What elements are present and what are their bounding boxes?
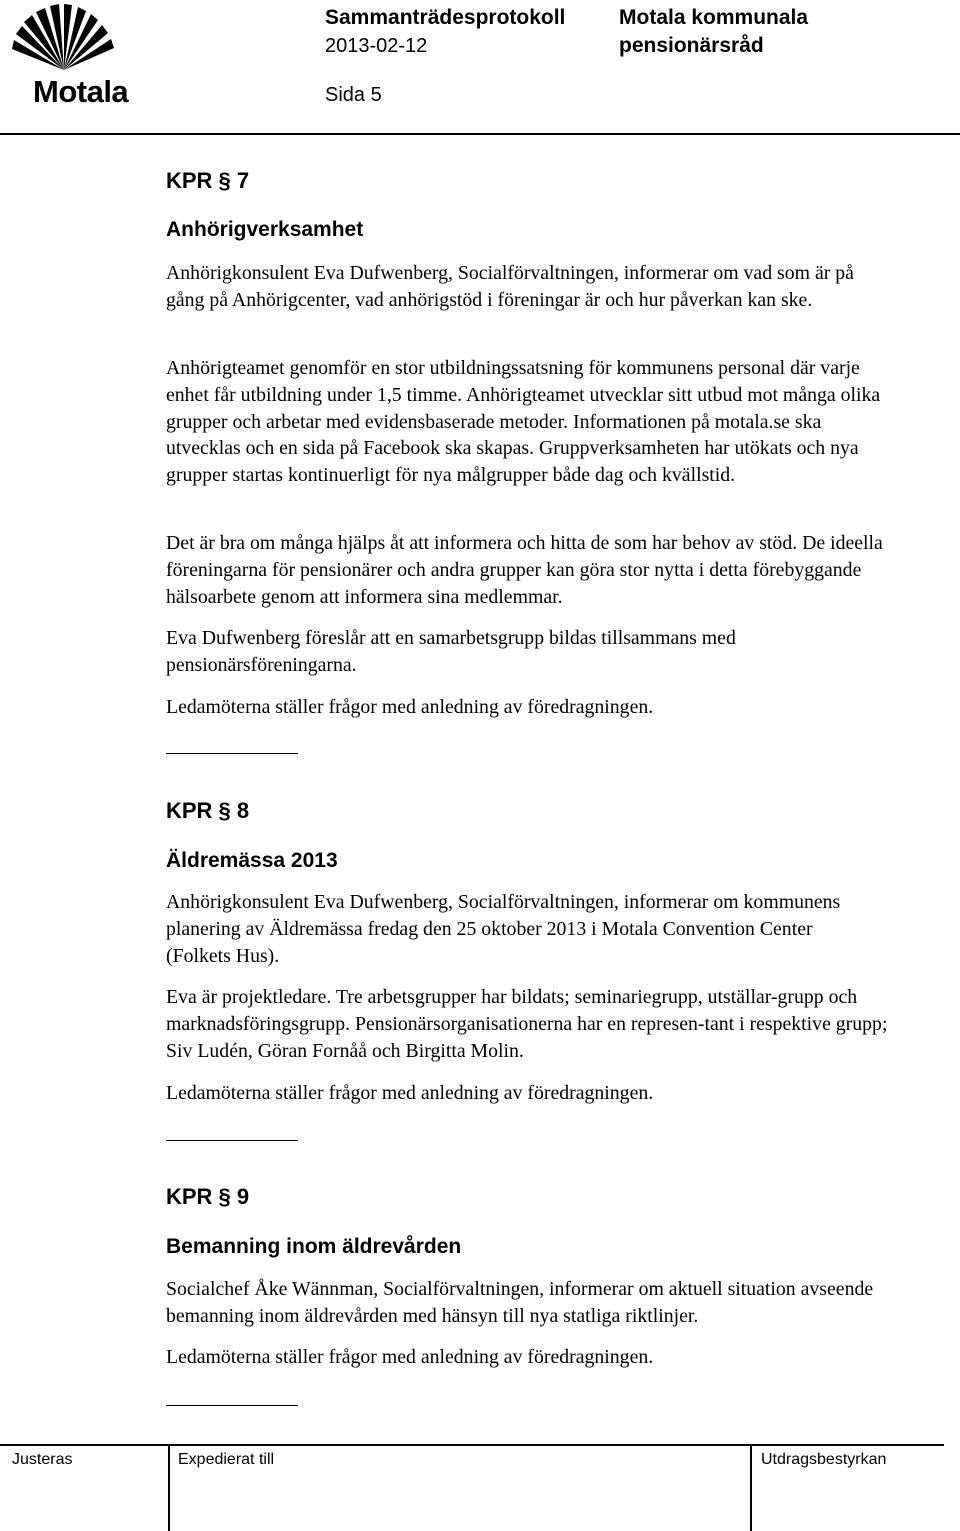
- motala-logo: [8, 4, 129, 109]
- sunburst-logo-icon: [8, 4, 120, 72]
- section-number: KPR § 9: [166, 1184, 250, 1209]
- organization-line-2: pensionärsråd: [619, 34, 764, 57]
- footer-justeras-label: Justeras: [12, 1451, 73, 1468]
- section-number: KPR § 8: [166, 798, 250, 823]
- section-title: Äldremässa 2013: [166, 849, 338, 872]
- logo-wordmark: Motala: [33, 74, 129, 109]
- paragraph: Det är bra om många hjälps åt att informera och hitta de som har behov av stöd. De ideella föreningarna för pensionärer och andra grupper kan göra stor nytta i detta förebyggande hälsoarbete genom att informera sina medlemmar.: [166, 532, 883, 608]
- section-title: Anhörigverksamhet: [166, 218, 364, 241]
- document-type: Sammanträdesprotokoll: [325, 6, 566, 29]
- section-separator: [166, 1140, 298, 1141]
- paragraph: Ledamöterna ställer frågor med anledning av föredragningen.: [166, 1082, 654, 1104]
- page-number: Sida 5: [325, 84, 382, 106]
- footer-utdragsbestyrkan-label: Utdragsbestyrkan: [761, 1451, 887, 1468]
- paragraph: Anhörigkonsulent Eva Dufwenberg, Socialförvaltningen, informerar om kommunens planering av Äldremässa fredag den 25 oktober 2013 i Motala Convention Center (Folkets Hus).: [166, 891, 841, 967]
- paragraph: Eva Dufwenberg föreslår att en samarbetsgrupp bildas tillsammans med pensionärsföreningarna.: [166, 627, 736, 676]
- paragraph: Ledamöterna ställer frågor med anledning av föredragningen.: [166, 1346, 654, 1368]
- paragraph: Eva är projektledare. Tre arbetsgrupper har bildats; seminariegrupp, utställar-grupp och marknadsföringsgrupp. Pensionärsorganisationerna har en represen-tant i respektive grupp; Siv Ludén, Göran Fornåå och Birgitta Molin.: [166, 986, 888, 1062]
- header-divider: [0, 133, 960, 135]
- footer-rule: [0, 1444, 944, 1446]
- paragraph: Socialchef Åke Wännman, Socialförvaltningen, informerar om aktuell situation avseende bemanning inom äldrevården med hänsyn till nya statliga riktlinjer.: [166, 1278, 874, 1327]
- footer-column-divider: [168, 1444, 170, 1531]
- organization-line-1: Motala kommunala: [619, 6, 809, 29]
- meeting-date: 2013-02-12: [325, 35, 428, 57]
- section-number: KPR § 7: [166, 168, 250, 193]
- section-separator: [166, 753, 298, 754]
- paragraph: Anhörigkonsulent Eva Dufwenberg, Socialförvaltningen, informerar om vad som är på gång på Anhörigcenter, vad anhörigstöd i föreningar är och hur påverkan kan ske.: [166, 262, 854, 311]
- paragraph: Ledamöterna ställer frågor med anledning av föredragningen.: [166, 696, 654, 718]
- section-separator: [166, 1405, 298, 1406]
- section-title: Bemanning inom äldrevården: [166, 1235, 462, 1258]
- footer-column-divider: [750, 1444, 752, 1531]
- paragraph: Anhörigteamet genomför en stor utbildningssatsning för kommunens personal där varje enhet får utbildning under 1,5 timme. Anhörigteamet utvecklar sitt utbud mot många olika grupper och arbetar med evidensbaserade metoder. Informationen på motala.se ska utvecklas och en sida på Facebook ska skapas. Gruppverksamheten har utökats och nya grupper startas kontinuerligt för nya målgrupper både dag och kvällstid.: [166, 357, 881, 487]
- footer-expedierat-label: Expedierat till: [178, 1451, 275, 1468]
